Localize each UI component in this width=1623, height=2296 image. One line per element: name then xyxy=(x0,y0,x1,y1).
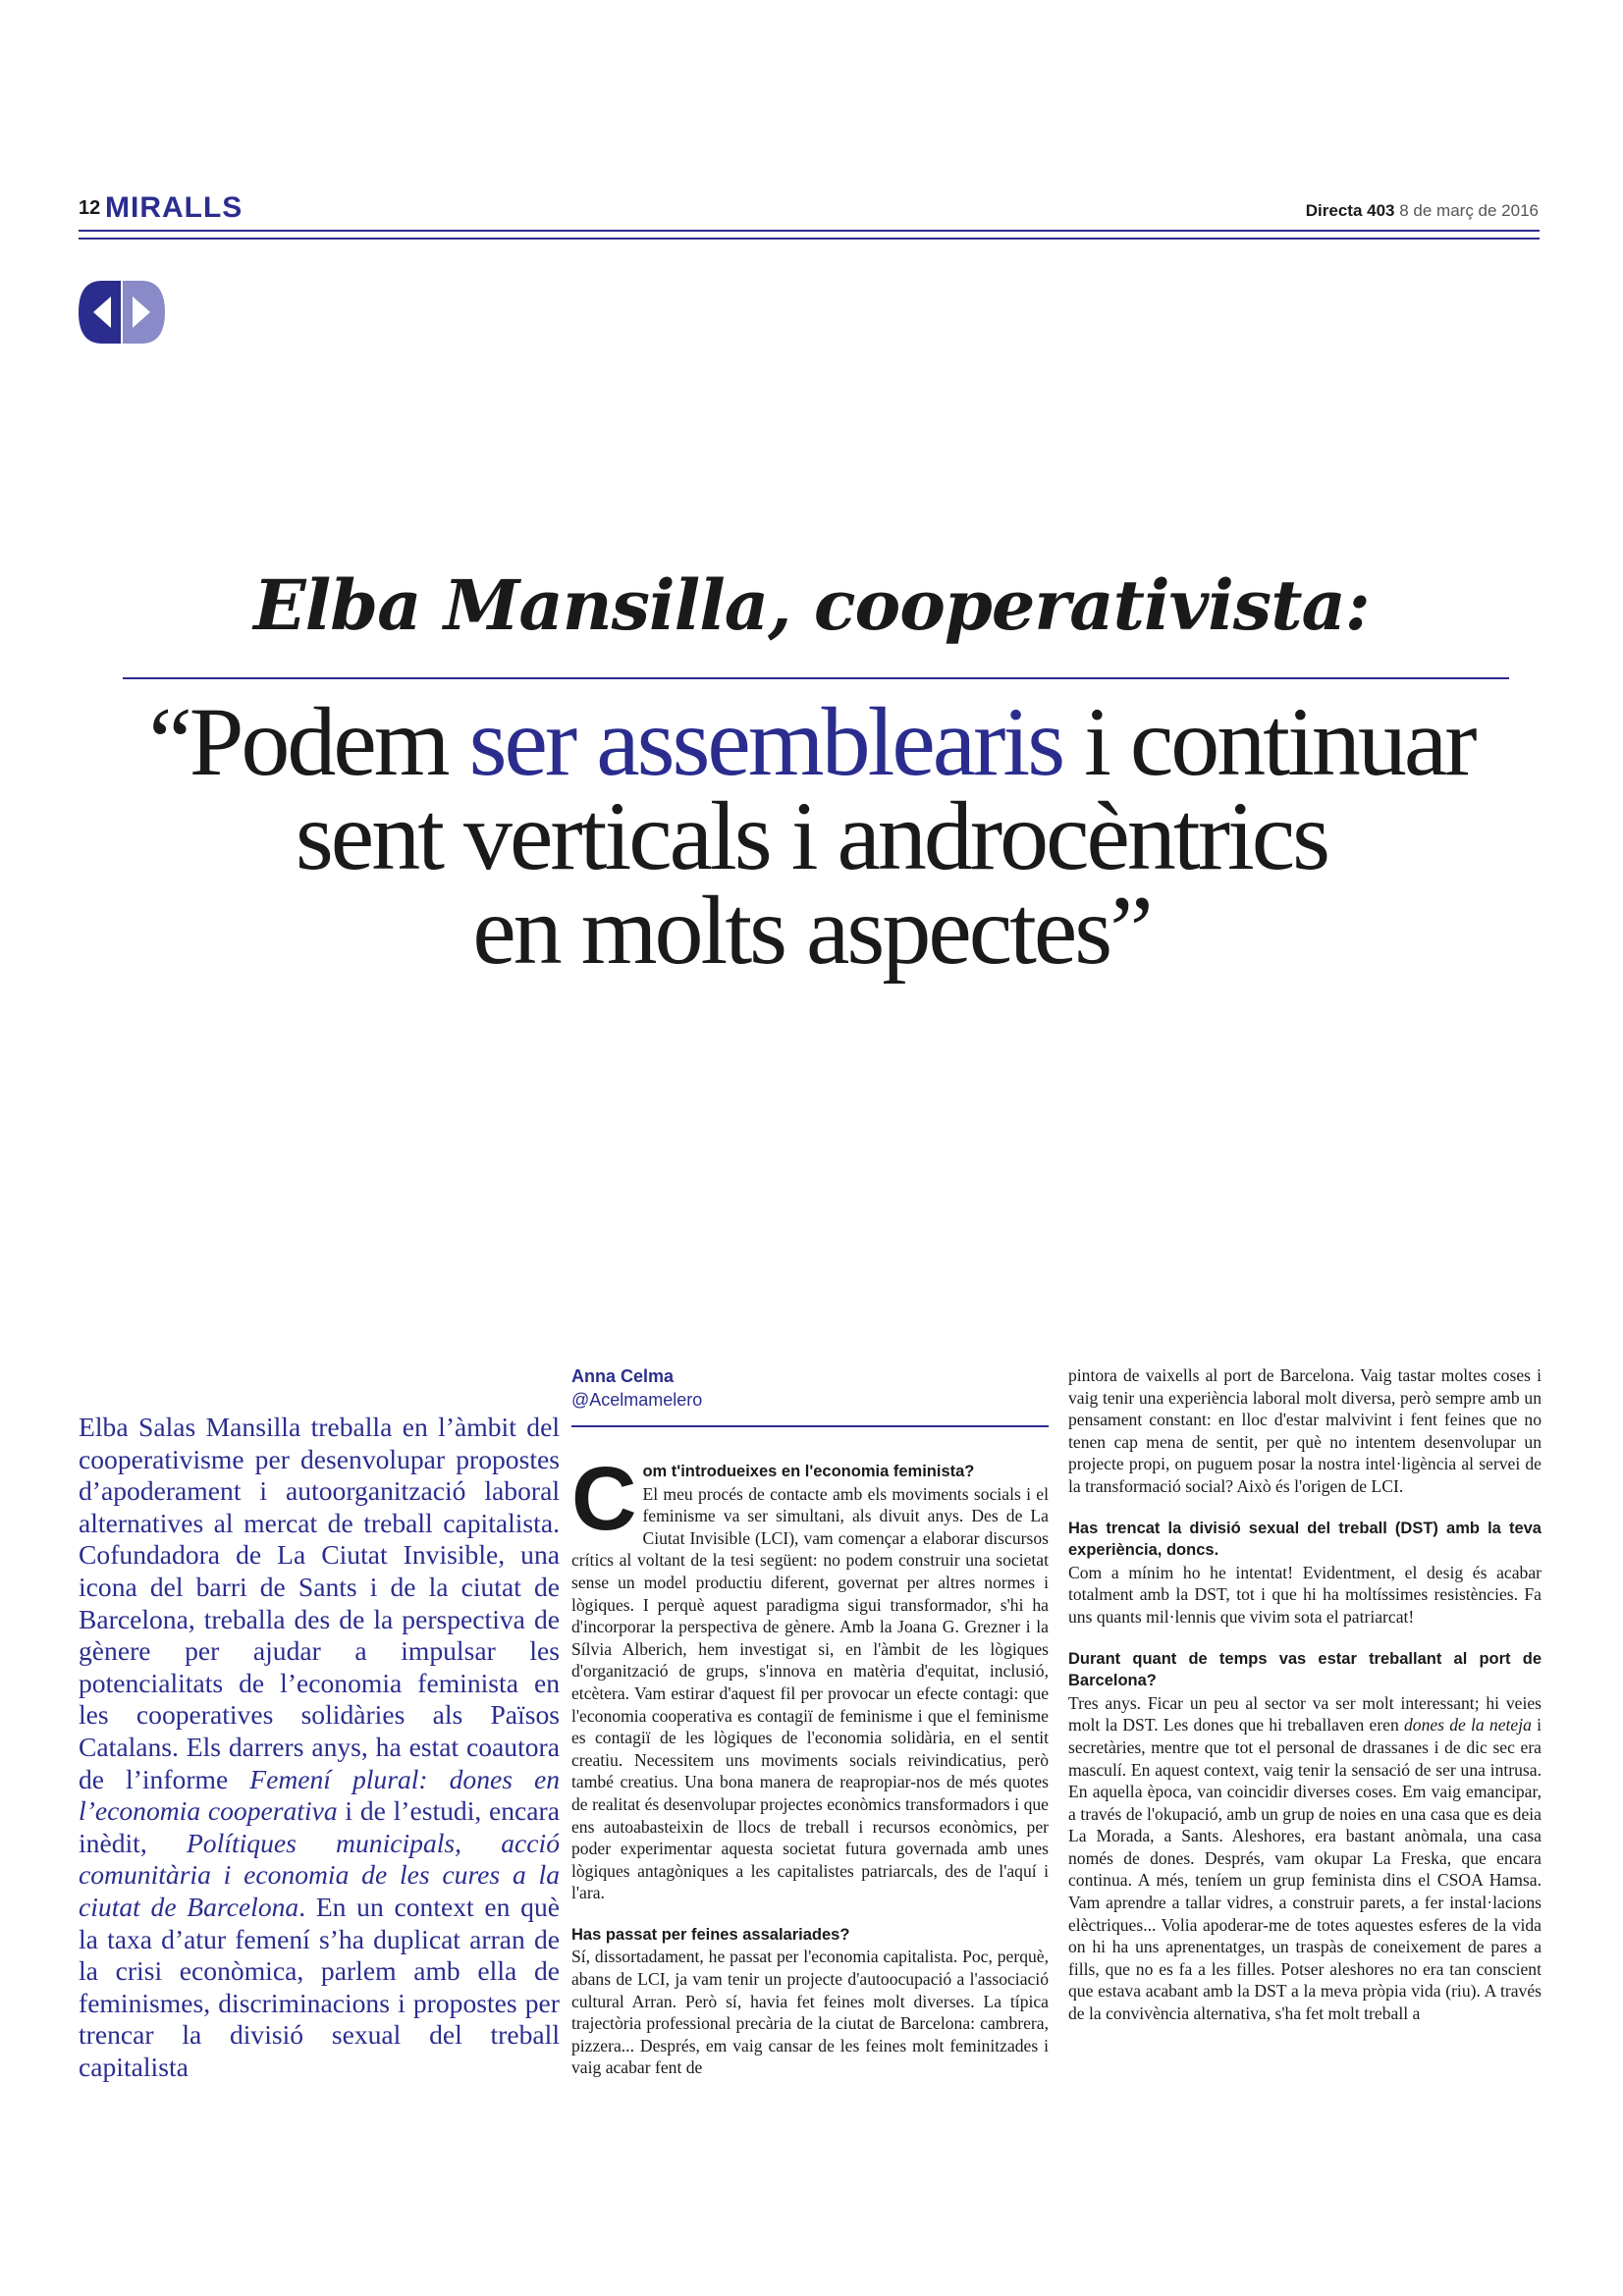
question-1: om t'introdueixes en l'economia feminista? xyxy=(642,1463,975,1480)
author-handle: @Acelmamelero xyxy=(571,1390,703,1410)
publication-name: Directa 403 xyxy=(1305,201,1395,220)
issue-date: 8 de març de 2016 xyxy=(1399,201,1539,220)
headline-title xyxy=(69,687,1554,985)
answer-4 xyxy=(1068,1692,1542,2025)
headline-rule xyxy=(123,677,1509,679)
section-title: MIRALLS xyxy=(105,191,243,224)
header-rule-secondary xyxy=(79,238,1540,240)
answer-emphasis: dones de la neteja xyxy=(1403,1715,1532,1735)
question-3: Has trencat la divisió sexual del treball (DST) amb la teva experiència, doncs. xyxy=(1068,1519,1542,1560)
header-rule xyxy=(79,230,1540,232)
headline-line-2: sent verticals i androcèntrics xyxy=(295,781,1328,890)
question-4: Durant quant de temps vas estar treballant al port de Barcelona? xyxy=(1068,1649,1542,1690)
question-2: Has passat per feines assalariades? xyxy=(571,1925,850,1944)
body-column-1 xyxy=(571,1449,1049,2079)
report-title: Femení plural: dones en l’economia cooperativa xyxy=(79,1763,561,1827)
headline-line-3: en molts aspectes” xyxy=(472,876,1151,985)
intro-text: Elba Salas Mansilla treballa en l’àmbit del cooperativisme per desenvolupar propostes d’apoderament i autoorganització laboral alternatives al mercat de treball capitalista. Cofundadora de La Ciutat Invisible, una icona del barri de Sants i de la ciutat de Barcelona, treballa des de la perspectiva de gènere per ajudar a impulsar les potencialitats de l’economia feminista en les cooperatives solidàries als Països Catalans. Els darrers anys, ha estat coautora de l’informe xyxy=(79,1412,560,1794)
byline-rule xyxy=(571,1425,1049,1427)
headline-text: i continuar xyxy=(1062,687,1475,796)
body-column-2 xyxy=(1068,1364,1542,2025)
intro-text: . En un context en què la taxa d’atur femení s’ha duplicat arran de la crisi econòmica, parlem amb ella de feminismes, discriminacions i propostes per trencar la divisió sexual del treball capitalista xyxy=(79,1891,560,2082)
page-number: 12 xyxy=(79,197,101,219)
headline-text: “Podem xyxy=(148,687,469,796)
intro-paragraph xyxy=(79,1412,560,2083)
answer-text: Tres anys. Ficar un peu al sector va ser molt interessant; hi veies molt la DST. Les dones que hi treballaven eren xyxy=(1068,1692,1542,1735)
author-name: Anna Celma xyxy=(571,1366,675,1386)
headline-highlight: ser assemblearis xyxy=(468,687,1063,796)
drop-cap: C xyxy=(571,1449,637,1549)
interview-kicker: Elba Mansilla, cooperativista: xyxy=(253,564,1370,646)
answer-2: Sí, dissortadament, he passat per l'economia capitalista. Poc, perquè, abans de LCI, ja vam tenir un projecte d'autoocupació a l'associació cultural Arran. Però sí, havia fet feines molt diverses. La típica trajectòria professional precària de la ciutat de Barcelona: cambrera, pizzera... Després, em vaig cansar de les feines molt feminitzades i vaig acabar fent de xyxy=(571,1947,1049,2078)
answer-1: El meu procés de contacte amb els moviments socials i el feminisme va ser simultani, als divuit anys. Des de La Ciutat Invisible (LCI), vam començar a elaborar discursos crítics al voltant de la tesi següent: no podem construir una societat sense un model productiu diferent, governat per altres normes i lògiques. I perquè aquest paradigma sigui transformador, s'hi ha d'incorporar la perspectiva de gènere. Amb la Joana G. Grezner i la Sílvia Alberich, hem investigat si, en l'àmbit de les lògiques d'organització de grups, s'innova en matèria d'equitat, inclusió, etcètera. Vam estirar d'aquest fil per provocar un efecte contagi: que l'economia cooperativa es contagiï de feminisme i que el feminisme es contagiï de les lògiques de l'economia solidària, en el sentit creatiu. Necessitem uns moviments socials reivindicatius, però també creatius. Una bona manera de reapropiar-nos de més quotes de realitat és desenvolupar projectes econòmics transformadors i que ens autoabasteixin de llocs de treball i recursos econòmics, per poder experimentar aquesta societat futura governada amb unes lògiques antagòniques a les capitalistes patriarcals, des de l'aquí i l'ara. xyxy=(571,1483,1049,1903)
directa-arrows-logo-icon xyxy=(77,279,167,346)
answer-3: Com a mínim ho he intentat! Evidentment, el desig és acabar totalment amb la DST, tot i que hi ha moltíssimes resistències. Fa uns quants mil·lennis que vivim sota el patriarcat! xyxy=(1068,1562,1542,1627)
issue-info xyxy=(1306,201,1539,221)
headline-line-1 xyxy=(69,687,1554,796)
study-title: Polítiques municipals, acció comunitària i economia de les cures a la ciutat de Barcelona xyxy=(79,1827,561,1922)
answer-text: i secretàries, mentre que tot el personal de drassanes i de dic sec era masculí. En aquest context, vaig tenir la sensació de ser una intrusa. En aquella època, van coincidir diverses coses. Em vaig emancipar, a través de l'okupació, amb un grup de noies en una casa que es deia La Morada, a Sants. Aleshores, era bastant anòmala, una casa només de dones. Després, vam okupar La Freska, que encara continua. A més, teníem un grup feminista dins el CSOA Hamsa. Vam aprendre a tallar vidres, a construir parets, a fer instal·lacions elèctriques... Volia apoderar-me de totes aquestes esferes de la vida on hi ha uns aprenentatges, un traspàs de coneixement de pares a fills, que no es fa a les filles. Potser aleshores no era tan conscient que estava acabant amb la DST a la meva pròpia vida (riu). A través de la convivència alternativa, s'ha fet molt treball a xyxy=(1068,1715,1542,2024)
answer-2-continued: pintora de vaixells al port de Barcelona. Vaig tastar moltes coses i vaig tenir una experiència laboral molt diversa, però sempre amb un pensament constant: en lloc d'estar malvivint i fent feines que no tenen cap mena de sentit, per què no intentem desenvolupar un projecte propi, on puguem posar la nostra intel·ligència al servei de la transformació social? Això és l'origen de LCI. xyxy=(1068,1365,1542,1496)
intro-text: i de l’estudi, encara inèdit, xyxy=(79,1795,560,1858)
